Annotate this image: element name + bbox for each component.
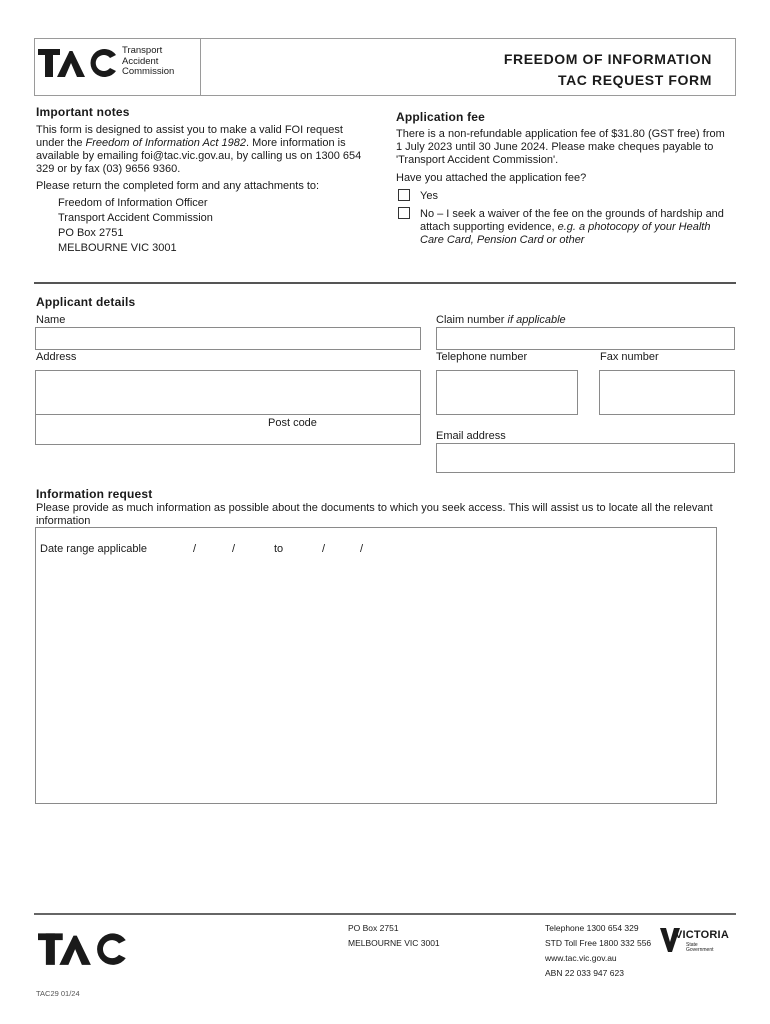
- footer-divider: [34, 913, 736, 915]
- name-label: Name: [36, 314, 66, 326]
- fee-yes-checkbox[interactable]: [398, 189, 410, 201]
- footer-contact: [545, 921, 651, 981]
- claim-label-text: Claim number: [436, 314, 508, 326]
- claim-number-label: [436, 314, 566, 327]
- application-fee-heading: Application fee: [396, 110, 486, 124]
- victoria-subtitle: [686, 943, 714, 953]
- fax-label: Fax number: [600, 351, 659, 363]
- application-fee-text: There is a non-refundable application fee of $31.80 (GST free) from 1 July 2023 until 30 June 2024. Please make cheques payable to 'Transport Accident Commission'.: [396, 128, 725, 166]
- form-title: [504, 49, 712, 91]
- date-range-to: to: [274, 543, 284, 555]
- date-separator: /: [193, 543, 197, 555]
- address-line: Transport Accident Commission: [58, 212, 213, 224]
- information-request-heading: Information request: [36, 487, 153, 501]
- date-range-label: Date range applicable: [40, 543, 148, 555]
- important-notes-heading: Important notes: [36, 105, 130, 119]
- postcode-label: Post code: [268, 417, 317, 429]
- information-request-field[interactable]: [35, 527, 717, 804]
- org-line-2: Accident: [122, 55, 159, 67]
- form-title-line-1: FREEDOM OF INFORMATION: [503, 51, 712, 67]
- organisation-name: [122, 46, 174, 78]
- applicant-details-heading: Applicant details: [36, 295, 136, 309]
- victoria-sub-line: Government: [686, 947, 714, 953]
- victoria-government-logo: [660, 926, 730, 960]
- org-line-3: Commission: [122, 66, 175, 77]
- information-request-text: Please provide as much information as possible about the documents to which you seek access. This will assist us to locate all the relevant information: [36, 502, 713, 527]
- postcode-field[interactable]: [330, 415, 420, 444]
- date-separator: /: [322, 543, 326, 555]
- fee-waiver-checkbox[interactable]: [398, 207, 410, 219]
- waiver-text: No – I seek a waiver of the fee on the grounds of hardship and attach supporting evidence,: [420, 208, 724, 233]
- org-line-1: Transport: [122, 45, 163, 56]
- date-separator: /: [232, 543, 236, 555]
- footer-postal-address: [348, 921, 440, 951]
- return-address: [58, 196, 213, 256]
- footer-toll-free: STD Toll Free 1800 332 556: [545, 938, 652, 948]
- victoria-wordmark: VICTORIA: [675, 929, 729, 941]
- waiver-evidence-text: e.g. a photocopy of your Health Care Card, Pension Card or other: [420, 221, 711, 246]
- tac-logo-text: [38, 46, 39, 47]
- telephone-field[interactable]: [436, 370, 578, 415]
- fee-waiver-label: [420, 208, 730, 247]
- fee-yes-label: Yes: [420, 190, 438, 202]
- footer-website[interactable]: www.tac.vic.gov.au: [545, 953, 617, 963]
- section-divider: [34, 282, 736, 284]
- address-line: MELBOURNE VIC 3001: [58, 242, 177, 254]
- footer-logo-text: [36, 930, 37, 931]
- tac-logo: [38, 46, 118, 78]
- date-separator: /: [360, 543, 364, 555]
- footer-abn: ABN 22 033 947 623: [545, 968, 624, 978]
- form-code: TAC29 01/24: [36, 989, 80, 998]
- form-title-line-2: TAC REQUEST FORM: [557, 72, 712, 88]
- address-field[interactable]: [35, 370, 421, 415]
- address-line: PO Box 2751: [58, 227, 124, 239]
- fee-question: Have you attached the application fee?: [396, 172, 587, 184]
- address-line: Freedom of Information Officer: [58, 197, 208, 209]
- claim-label-note: if applicable: [507, 314, 566, 326]
- notes-text-part: . More information is available by emailing foi@tac.vic.gov.au, by calling us on 1300 654 329 or by fax (03) 9656 9360.: [36, 137, 362, 175]
- notes-text-part: This form is designed to assist you to make a valid FOI request under the: [36, 124, 343, 149]
- footer-po-box: PO Box 2751: [348, 923, 399, 933]
- email-label: Email address: [436, 430, 506, 442]
- important-notes-text: [36, 124, 372, 176]
- name-field[interactable]: [35, 327, 421, 350]
- claim-number-field[interactable]: [436, 327, 735, 350]
- footer-city: MELBOURNE VIC 3001: [348, 938, 440, 948]
- fax-field[interactable]: [599, 370, 735, 415]
- email-field[interactable]: [436, 443, 735, 473]
- telephone-label: Telephone number: [436, 351, 528, 363]
- address-label: Address: [36, 351, 77, 363]
- footer-telephone: Telephone 1300 654 329: [545, 923, 639, 933]
- act-name: Freedom of Information Act 1982: [85, 137, 246, 149]
- header-divider: [200, 38, 201, 96]
- footer-tac-logo: [36, 930, 130, 966]
- victoria-sub-line: State: [686, 942, 698, 948]
- return-instructions: Please return the completed form and any attachments to:: [36, 180, 320, 192]
